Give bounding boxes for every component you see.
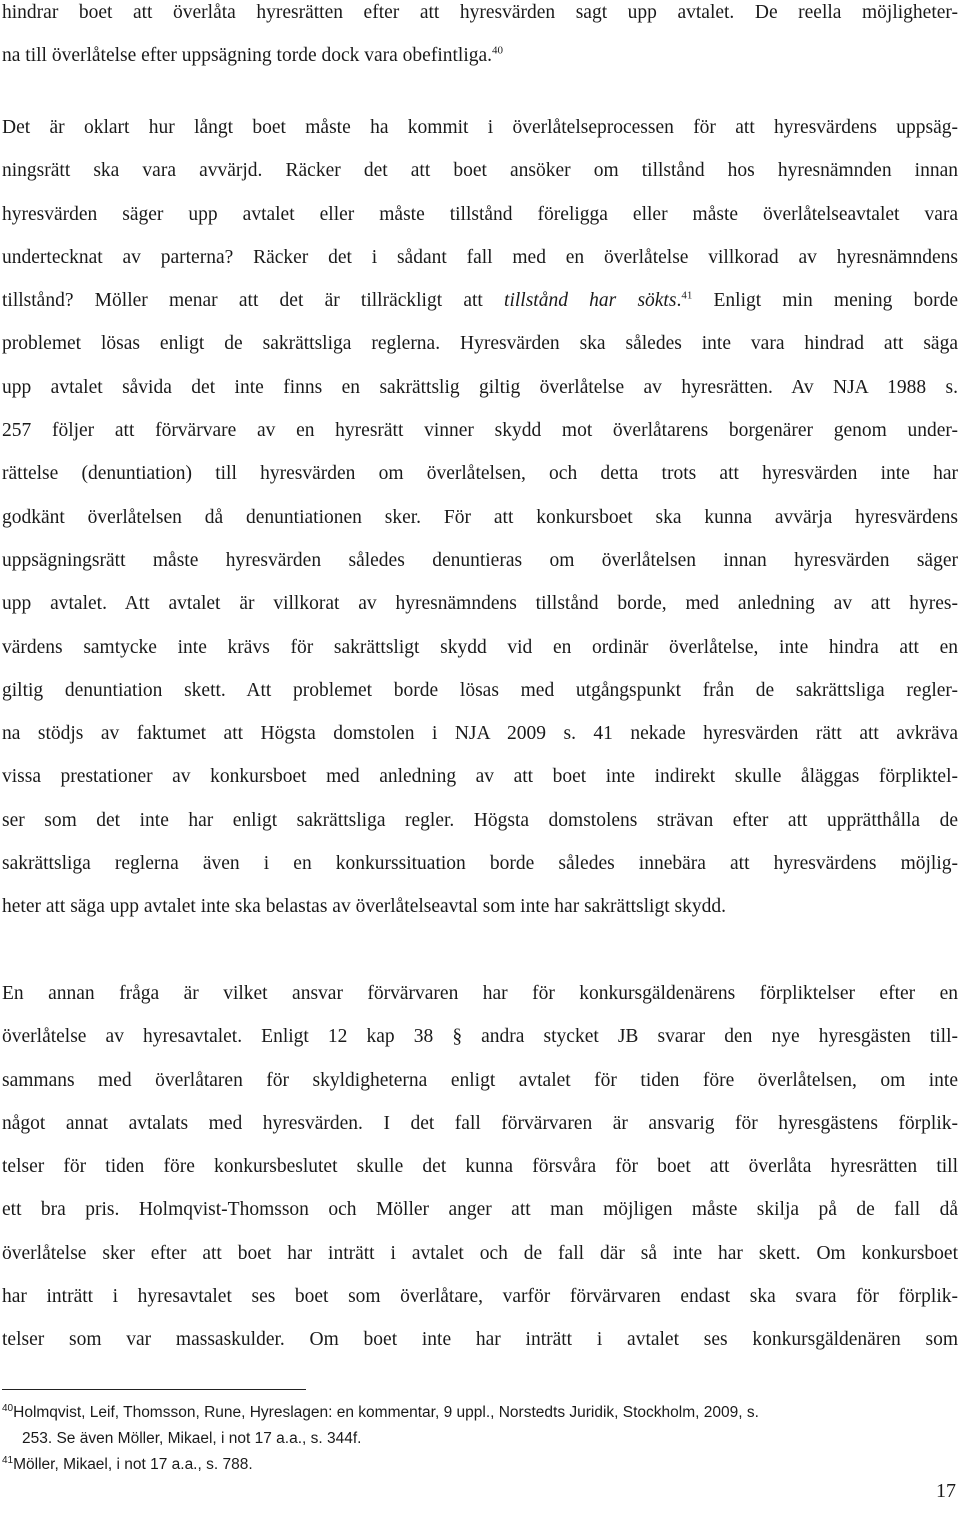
text-line: rättelse (denuntiation) till hyresvärden om överlåtelsen, och detta trots att hyresvärden inte har — [2, 463, 958, 485]
text-line: ser som det inte har enligt sakrättsliga regler. Högsta domstolens strävan efter att upprätthålla de — [2, 809, 958, 831]
text-line: överlåtelse av hyresavtalet. Enligt 12 kap 38 § andra stycket JB svarar den nye hyresgästen till- — [2, 1026, 958, 1048]
text-line: En annan fråga är vilket ansvar förvärvaren har för konkursgäldenärens förpliktelser efter en — [2, 983, 958, 1004]
page-number: 17 — [936, 1480, 956, 1502]
text-line: uppsägningsrätt måste hyresvärden således denuntieras om överlåtelsen innan hyresvärden säger — [2, 549, 958, 571]
footnote-40-continued: 253. Se även Möller, Mikael, i not 17 a.a., s. 344f. — [22, 1430, 362, 1447]
text-line: na stödjs av faktumet att Högsta domstolen i NJA 2009 s. 41 nekade hyresvärden rätt att avkräva — [2, 723, 958, 745]
text-line: heter att säga upp avtalet inte ska belastas av överlåtelseavtal som inte har sakrättsligt skydd. — [2, 896, 726, 918]
footnote-text: Möller, Mikael, i not 17 a.a., s. 788. — [13, 1456, 253, 1473]
text-line: sammans med överlåtaren för skyldigheterna enligt avtalet för tiden före överlåtelsen, om inte — [2, 1069, 958, 1091]
footnote-text: Holmqvist, Leif, Thomsson, Rune, Hyreslagen: en kommentar, 9 uppl., Norstedts Juridik, Stockholm, 2009, s. — [13, 1404, 759, 1421]
text-line: värdens samtycke inte krävs för sakrättsligt skydd vid en ordinär överlåtelse, inte hindra att en — [2, 636, 958, 658]
text-line: ningsrätt ska vara avvärjd. Räcker det att boet ansöker om tillstånd hos hyresnämnden innan — [2, 160, 958, 182]
text-line: något annat avtalats med hyresvärden. I det fall förvärvaren är ansvarig för hyresgästens förplik- — [2, 1112, 958, 1134]
text-line: Det är oklart hur långt boet måste ha kommit i överlåtelseprocessen för att hyresvärdens uppsäg- — [2, 117, 958, 138]
text-line: har inträtt i hyresavtalet ses boet som överlåtare, varför förvärvaren endast ska svara för förplik- — [2, 1286, 958, 1308]
text-line: upp avtalet såvida det inte finns en sakrättslig giltig överlåtelse av hyresrätten. Av NJA 1988 s. — [2, 376, 958, 398]
text-line: upp avtalet. Att avtalet är villkorat av hyresnämndens tillstånd borde, med anledning av att hyres- — [2, 593, 958, 615]
footnote-divider — [2, 1389, 306, 1390]
text-line: överlåtelse sker efter att boet har inträtt i avtalet och de fall där så inte har skett. Om konkursboet — [2, 1242, 958, 1264]
text-line: 257 följer att förvärvare av en hyresrätt vinner skydd mot överlåtarens borgenärer genom under- — [2, 420, 958, 442]
paragraph-1 — [2, 0, 958, 78]
italic-phrase: tillstånd har sökts — [504, 290, 677, 312]
text-segment: na till överlåtelse efter uppsägning torde dock vara obefintliga. — [2, 45, 493, 67]
footnote-number: 40 — [2, 1402, 14, 1414]
text-line: hyresvärden säger upp avtalet eller måste tillstånd föreligga eller måste överlåtelseavtalet vara — [2, 203, 958, 225]
text-line: vissa prestationer av konkursboet med anledning av att boet inte indirekt skulle åläggas förpliktel- — [2, 766, 958, 788]
footnote-reference[interactable]: 40 — [492, 44, 504, 57]
paragraph-3 — [2, 972, 958, 1362]
text-segment: tillstånd? Möller menar att det är tillräckligt att — [2, 290, 505, 312]
text-line: undertecknat av parterna? Räcker det i sådant fall med en överlåtelse villkorad av hyresnämndens — [2, 246, 958, 268]
paragraph-2 — [2, 106, 958, 929]
text-line: telser för tiden före konkursbeslutet skulle det kunna försvåra för boet att överlåta hyresrätten till — [2, 1156, 958, 1178]
footnote-number: 41 — [2, 1454, 14, 1466]
text-segment: . — [676, 290, 682, 312]
footnote-reference[interactable]: 41 — [681, 289, 693, 302]
text-line: giltig denuntiation skett. Att problemet borde lösas med utgångspunkt från de sakrättsliga regler- — [2, 679, 958, 701]
text-line — [2, 279, 958, 322]
footnotes — [2, 1400, 958, 1478]
text-segment: Enligt min mening borde — [692, 290, 958, 312]
text-line: godkänt överlåtelsen då denuntiationen sker. För att konkursboet ska kunna avvärja hyresvärdens — [2, 506, 958, 528]
footnote-40 — [2, 1400, 958, 1426]
footnote-41 — [2, 1452, 958, 1478]
text-line: hindrar boet att överlåta hyresrätten efter att hyresvärden sagt upp avtalet. De reella möjligheter- — [2, 2, 958, 23]
text-line: sakrättsliga reglerna även i en konkurssituation borde således innebära att hyresvärdens möjlig- — [2, 853, 958, 875]
text-line: problemet lösas enligt de sakrättsliga reglerna. Hyresvärden ska således inte vara hindrad att säga — [2, 333, 958, 355]
text-line: telser som var massaskulder. Om boet inte har inträtt i avtalet ses konkursgäldenären som — [2, 1329, 958, 1351]
text-line: ett bra pris. Holmqvist-Thomsson och Möller anger att man möjligen måste skilja på de fall då — [2, 1199, 958, 1221]
text-line — [2, 34, 958, 77]
